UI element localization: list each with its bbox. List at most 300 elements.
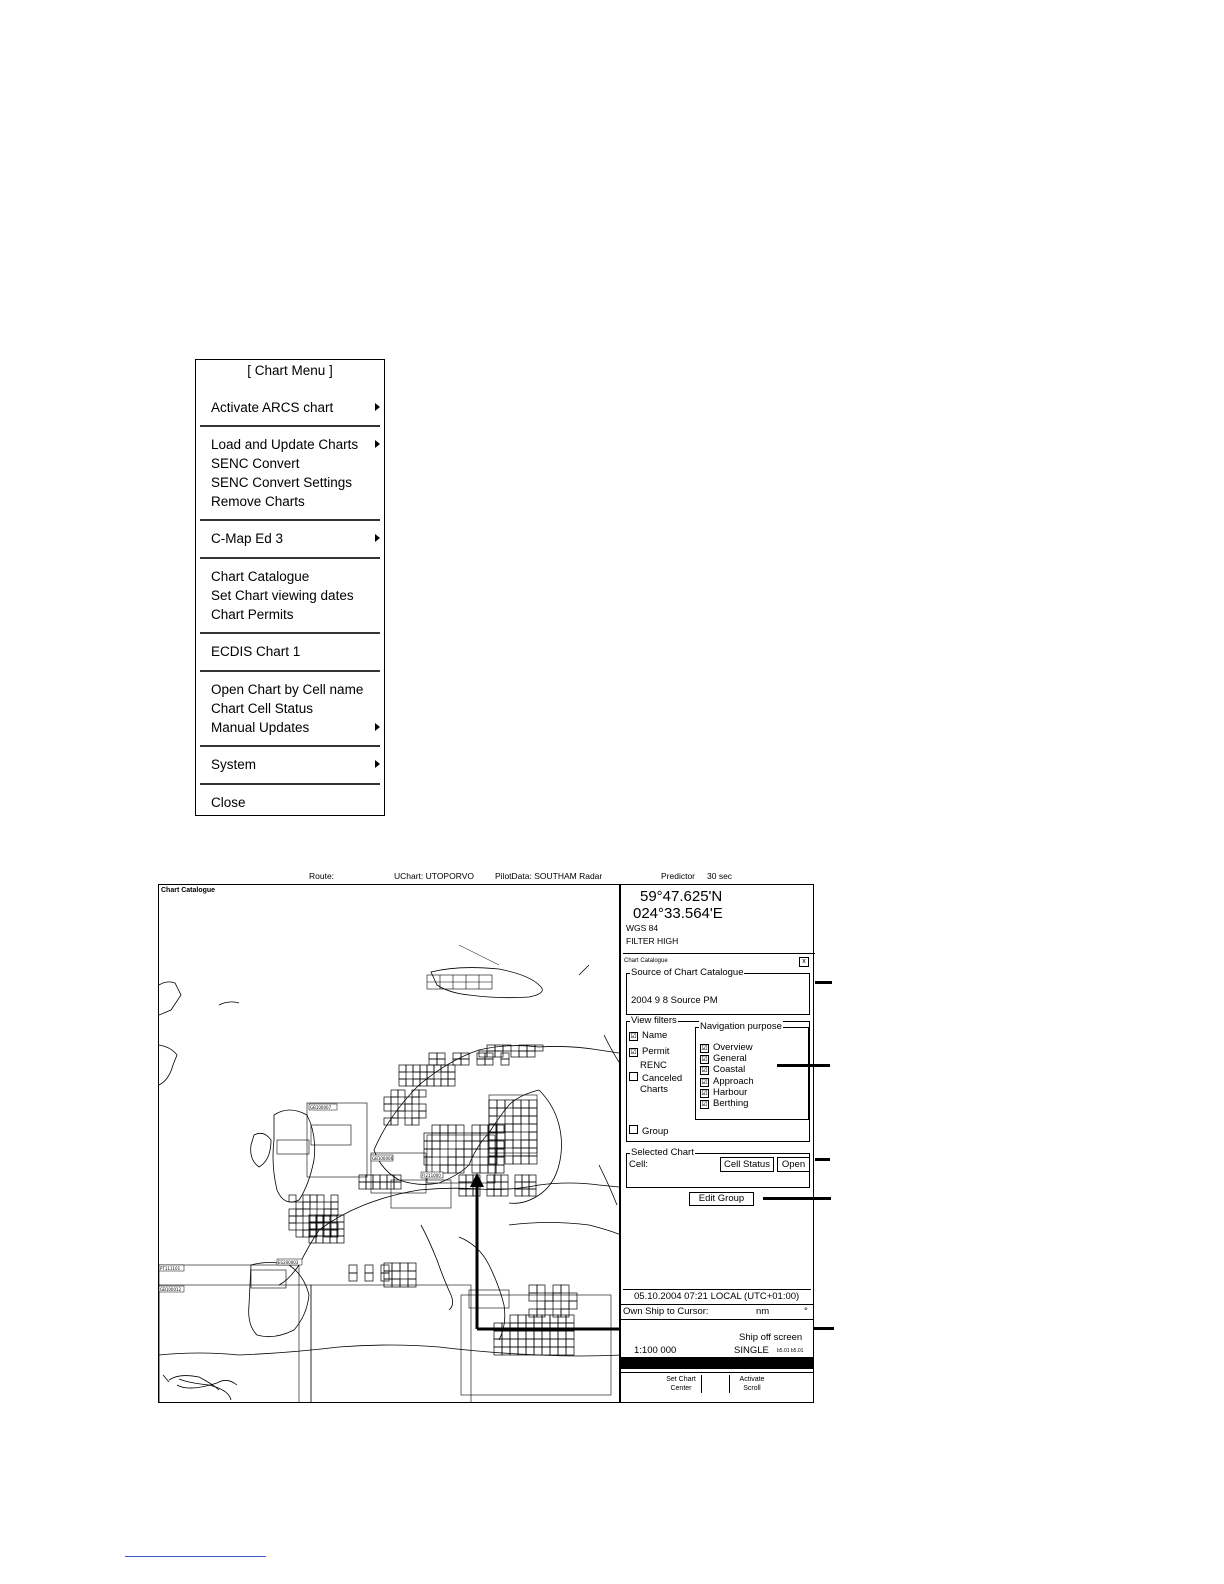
chart-cell xyxy=(303,1202,310,1209)
chart-cell xyxy=(380,1182,387,1189)
chart-cell xyxy=(289,1216,296,1223)
menu-separator xyxy=(200,783,380,785)
chart-cell xyxy=(419,1090,426,1097)
chart-cell xyxy=(527,1051,535,1057)
menu-item-label: Activate ARCS chart xyxy=(211,400,334,415)
chart-cell xyxy=(566,1339,574,1347)
distance-unit: nm xyxy=(756,1306,770,1317)
chart-cell xyxy=(427,1079,434,1086)
position-display xyxy=(623,887,815,954)
menu-item-label: ECDIS Chart 1 xyxy=(211,644,301,659)
chart-cell xyxy=(529,1148,537,1156)
chart-cell xyxy=(384,1279,392,1287)
chart-cell xyxy=(558,1315,566,1323)
menu-item-label: Load and Update Charts xyxy=(211,437,359,452)
chart-cell xyxy=(464,1149,472,1157)
chart-cell xyxy=(513,1108,521,1116)
menu-item-chart-permits[interactable] xyxy=(211,605,380,624)
menu-item-manual-updates[interactable] xyxy=(211,718,380,737)
chart-cell xyxy=(487,1189,494,1196)
chart-cell xyxy=(391,1118,398,1125)
chart-cell xyxy=(487,1175,494,1182)
chart-cell xyxy=(534,1331,542,1339)
datetime: 05.10.2004 07:21 LOCAL (UTC+01:00) xyxy=(634,1291,800,1302)
chart-cell xyxy=(513,1148,521,1156)
callout-line xyxy=(815,1158,830,1161)
checkbox-checked-icon: ☑ xyxy=(701,1090,708,1097)
chart-cell xyxy=(529,1140,537,1148)
chart-cell xyxy=(489,1100,497,1108)
chart-cell xyxy=(456,1149,464,1157)
checkbox-checked-icon: ☑ xyxy=(701,1045,708,1052)
nav-berthing-checkbox[interactable] xyxy=(700,1098,748,1109)
chart-cell xyxy=(569,1301,577,1309)
chart-cell xyxy=(566,1331,574,1339)
menu-item-label: Chart Cell Status xyxy=(211,701,314,716)
chart-cell xyxy=(542,1315,550,1323)
chart-cell xyxy=(392,1279,400,1287)
chart-cell xyxy=(296,1209,303,1216)
chart-cell xyxy=(529,1293,537,1301)
chart-cell xyxy=(561,1301,569,1309)
chart-cell xyxy=(317,1195,324,1202)
chart-cell xyxy=(521,1116,529,1124)
chart-cell xyxy=(494,1331,502,1339)
chart-cell xyxy=(413,1072,420,1079)
bearing-unit: ° xyxy=(804,1306,808,1317)
chart-cell xyxy=(464,1141,472,1149)
chart-cell xyxy=(413,1065,420,1072)
cell-label: Cell: xyxy=(629,1159,649,1170)
chart-cell xyxy=(394,1182,401,1189)
checkbox-label: Permit xyxy=(642,1046,670,1057)
menu-item-activate-arcs-chart[interactable] xyxy=(211,398,380,417)
chart-cell xyxy=(456,1125,464,1133)
chart-cell xyxy=(515,1189,522,1196)
checkbox-label: Coastal xyxy=(713,1064,746,1075)
chart-cell xyxy=(505,1140,513,1148)
chart-cell xyxy=(529,1309,537,1317)
chart-cell xyxy=(349,1273,357,1281)
chart-cell xyxy=(542,1331,550,1339)
edit-group-button[interactable]: Edit Group xyxy=(689,1192,754,1206)
chart-cell xyxy=(408,1271,416,1279)
chart-cell xyxy=(550,1347,558,1355)
chart-cell xyxy=(412,1097,419,1104)
chart-cell xyxy=(424,1133,432,1141)
navigation-purpose-legend: Navigation purpose xyxy=(700,1021,782,1032)
menu-separator xyxy=(200,745,380,747)
chart-cell xyxy=(472,1141,480,1149)
filter-permit-checkbox[interactable] xyxy=(629,1046,669,1057)
chart-cell xyxy=(406,1065,413,1072)
chart-cell xyxy=(550,1331,558,1339)
menu-item-label: SENC Convert Settings xyxy=(211,475,353,490)
chart-cell xyxy=(424,1157,432,1165)
nav-harbour-checkbox[interactable] xyxy=(700,1087,747,1098)
menu-item-label: Chart Permits xyxy=(211,607,294,622)
checkbox-label: Overview xyxy=(713,1042,753,1053)
callout-line xyxy=(777,1064,830,1067)
chart-cell xyxy=(381,1273,389,1281)
chart-cell xyxy=(331,1202,338,1209)
chart-cell xyxy=(518,1339,526,1347)
chart-cell xyxy=(513,1100,521,1108)
chart-cell xyxy=(515,1175,522,1182)
chart-cell xyxy=(405,1104,412,1111)
chart-cell xyxy=(501,1053,509,1059)
chart-cell xyxy=(529,1100,537,1108)
chart-cell xyxy=(289,1209,296,1216)
close-icon[interactable]: x xyxy=(799,957,809,967)
chart-cell xyxy=(441,1079,448,1086)
chart-cell xyxy=(510,1339,518,1347)
chart-cell xyxy=(522,1189,529,1196)
menu-item-open-chart-by-cell-name[interactable] xyxy=(211,680,380,699)
chart-cell xyxy=(537,1301,545,1309)
chart-cell xyxy=(521,1148,529,1156)
chart-cell xyxy=(448,1072,455,1079)
chart-cell xyxy=(513,1140,521,1148)
chart-cell xyxy=(419,1111,426,1118)
menu-item-ecdis-chart-1[interactable] xyxy=(211,642,380,661)
menu-item-system[interactable] xyxy=(211,755,380,774)
predictor-label: Predictor xyxy=(661,871,696,881)
chart-cell xyxy=(480,1165,488,1173)
chart-cell xyxy=(440,1125,448,1133)
chart-cell xyxy=(535,1045,543,1051)
checkbox-label: Name xyxy=(642,1030,668,1041)
map-title: Chart Catalogue xyxy=(161,887,216,894)
display-mode: SINGLE xyxy=(734,1345,769,1356)
softkey-label: Center xyxy=(670,1385,692,1392)
chart-cell xyxy=(529,1108,537,1116)
chart-catalogue-map[interactable] xyxy=(158,884,620,1403)
chart-cell xyxy=(456,1141,464,1149)
chart-cell xyxy=(513,1116,521,1124)
submenu-arrow-icon xyxy=(375,440,380,448)
chart-cell xyxy=(497,1100,505,1108)
menu-item-label: Manual Updates xyxy=(211,720,310,735)
menu-item-label: Remove Charts xyxy=(211,494,305,509)
chart-cell xyxy=(373,1182,380,1189)
divider xyxy=(621,1304,813,1305)
menu-item-label: Open Chart by Cell name xyxy=(211,682,364,697)
chart-cell xyxy=(365,1265,373,1273)
chart-cell xyxy=(501,1189,508,1196)
black-status-bar xyxy=(621,1357,813,1369)
menu-item-close[interactable] xyxy=(211,793,380,812)
chart-cell xyxy=(448,1125,456,1133)
checkbox-label: Berthing xyxy=(713,1098,749,1109)
ship-status: Ship off screen xyxy=(739,1332,803,1343)
chart-menu-title: [ Chart Menu ] xyxy=(247,363,333,378)
uchart-label: UChart: UTOPORVO xyxy=(394,871,474,881)
chart-cell xyxy=(542,1339,550,1347)
chart-cell xyxy=(387,1182,394,1189)
chart-cell xyxy=(521,1156,529,1164)
chart-cell xyxy=(394,1175,401,1182)
checkbox-unchecked-icon xyxy=(629,1125,638,1134)
chart-cell xyxy=(513,1156,521,1164)
chart-cell xyxy=(519,1051,527,1057)
chart-cell xyxy=(534,1339,542,1347)
chart-cell xyxy=(494,1189,501,1196)
chart-cell xyxy=(296,1202,303,1209)
chart-cell xyxy=(489,1108,497,1116)
chart-cell xyxy=(526,1315,534,1323)
chart-cell xyxy=(480,1125,488,1133)
chart-cell xyxy=(289,1195,296,1202)
chart-cell xyxy=(448,1149,456,1157)
cell-label: GB100012 xyxy=(160,1287,182,1292)
menu-item-label: Close xyxy=(211,795,246,810)
chart-cell xyxy=(545,1301,553,1309)
chart-cell xyxy=(419,1104,426,1111)
menu-item-label: System xyxy=(211,757,257,772)
checkbox-checked-icon: ☑ xyxy=(701,1101,708,1108)
nav-overview-checkbox[interactable] xyxy=(700,1042,753,1053)
chart-cell xyxy=(429,1053,437,1059)
menu-separator xyxy=(200,519,380,521)
chart-cell xyxy=(529,1124,537,1132)
scale-value: 1:100 000 xyxy=(634,1345,677,1356)
chart-cell xyxy=(526,1347,534,1355)
callout-line xyxy=(814,1327,834,1330)
chart-cell xyxy=(501,1175,508,1182)
chart-cell xyxy=(494,1339,502,1347)
chart-cell xyxy=(432,1141,440,1149)
chart-cell xyxy=(406,1079,413,1086)
callout-line xyxy=(763,1197,831,1200)
chart-cell xyxy=(529,1156,537,1164)
chart-cell xyxy=(412,1118,419,1125)
chart-cell xyxy=(310,1195,317,1202)
menu-separator xyxy=(200,632,380,634)
bottom-info-panel xyxy=(621,1289,813,1402)
chart-cell xyxy=(303,1195,310,1202)
nav-coastal-checkbox[interactable] xyxy=(700,1064,745,1075)
chart-scale[interactable] xyxy=(634,1345,676,1356)
menu-item-set-chart-viewing-dates[interactable] xyxy=(211,586,380,605)
checkbox-label: Canceled xyxy=(642,1073,683,1084)
chart-cell xyxy=(324,1202,331,1209)
chart-cell xyxy=(459,1175,466,1182)
cell-label: PT111101 xyxy=(160,1266,181,1271)
chart-cell xyxy=(412,1111,419,1118)
filter-name-checkbox[interactable] xyxy=(629,1030,667,1041)
chart-cell xyxy=(440,1133,448,1141)
menu-separator xyxy=(200,670,380,672)
softkey-row xyxy=(621,1373,813,1398)
menu-item-label: Chart Catalogue xyxy=(211,569,310,584)
submenu-arrow-icon xyxy=(375,403,380,411)
menu-item-load-and-update-charts[interactable] xyxy=(211,435,380,454)
chart-cell xyxy=(511,1051,519,1057)
chart-cell xyxy=(485,1053,493,1059)
chart-cell xyxy=(400,1279,408,1287)
chart-cell xyxy=(331,1195,338,1202)
chart-cell xyxy=(365,1273,373,1281)
chart-cell xyxy=(437,1059,445,1065)
chart-cell xyxy=(464,1133,472,1141)
chart-cell xyxy=(408,1279,416,1287)
chart-cell xyxy=(566,1315,574,1323)
chart-cell xyxy=(427,1065,434,1072)
chart-cell xyxy=(553,1293,561,1301)
menu-item-remove-charts[interactable] xyxy=(211,492,380,511)
checkbox-checked-icon: ☑ xyxy=(630,1049,637,1056)
map-canvas[interactable] xyxy=(159,885,620,1403)
set-chart-center-button[interactable] xyxy=(661,1375,702,1393)
checkbox-checked-icon: ☑ xyxy=(630,1033,637,1040)
chart-cell xyxy=(459,1189,466,1196)
chart-cell xyxy=(472,1133,480,1141)
menu-item-senc-convert-settings[interactable] xyxy=(211,473,380,492)
view-filters-legend: View filters xyxy=(631,1015,677,1026)
nav-general-checkbox[interactable] xyxy=(700,1053,747,1064)
chart-cell xyxy=(494,1347,502,1355)
chart-cell xyxy=(381,1265,389,1273)
chart-cell xyxy=(434,1079,441,1086)
source-legend: Source of Chart Catalogue xyxy=(631,967,744,978)
chart-cell xyxy=(526,1339,534,1347)
chart-cell xyxy=(448,1157,456,1165)
chart-cell xyxy=(453,1059,461,1065)
cell-label: ES200003 xyxy=(278,1260,299,1265)
chart-cell xyxy=(296,1230,303,1237)
chart-cell xyxy=(522,1175,529,1182)
menu-item-c-map-ed3[interactable] xyxy=(211,529,380,548)
softkey-label: Activate xyxy=(739,1376,765,1383)
source-value: 2004 9 8 Source PM xyxy=(631,995,718,1006)
menu-item-chart-cell-status[interactable] xyxy=(211,699,380,718)
view-filters-group xyxy=(626,1015,810,1142)
pilotdata-label: PilotData: SOUTHAM Radar xyxy=(495,871,603,881)
filter-renc-canceled-checkbox[interactable] xyxy=(629,1072,682,1084)
submenu-arrow-icon xyxy=(375,723,380,731)
small-codes: b5.01 b5.01 xyxy=(777,1348,804,1354)
chart-cell xyxy=(501,1182,508,1189)
chart-cell xyxy=(505,1124,513,1132)
chart-cell xyxy=(529,1132,537,1140)
chart-cell xyxy=(529,1189,536,1196)
chart-cell xyxy=(461,1059,469,1065)
chart-cell xyxy=(437,1053,445,1059)
predictor-value: 30 sec xyxy=(707,871,733,881)
chart-cell xyxy=(384,1263,392,1271)
chart-cell xyxy=(420,1065,427,1072)
chart-cell xyxy=(440,1157,448,1165)
chart-cell xyxy=(505,1100,513,1108)
chart-cell xyxy=(496,1165,504,1173)
selected-chart-legend: Selected Chart xyxy=(631,1147,694,1158)
checkbox-label: Group xyxy=(642,1126,669,1137)
menu-item-senc-convert[interactable] xyxy=(211,454,380,473)
chart-cell xyxy=(558,1339,566,1347)
chart-cell xyxy=(480,1133,488,1141)
chart-cell xyxy=(448,1133,456,1141)
chart-cell xyxy=(399,1072,406,1079)
chart-cell xyxy=(534,1315,542,1323)
chart-cell xyxy=(513,1124,521,1132)
checkbox-label: General xyxy=(713,1053,747,1064)
longitude: 024°33.564'E xyxy=(633,905,723,922)
chart-cell xyxy=(349,1265,357,1273)
chart-cell xyxy=(398,1111,405,1118)
chart-cell xyxy=(553,1309,561,1317)
menu-item-chart-catalogue[interactable] xyxy=(211,567,380,586)
filter-level: FILTER HIGH xyxy=(626,936,679,946)
chart-cell xyxy=(505,1156,513,1164)
footer-rule xyxy=(125,1556,266,1557)
chart-cell xyxy=(384,1271,392,1279)
chart-cell xyxy=(405,1097,412,1104)
chart-cell xyxy=(502,1339,510,1347)
chart-cell xyxy=(521,1108,529,1116)
chart-cell xyxy=(392,1271,400,1279)
chart-cell xyxy=(440,1141,448,1149)
chart-cell xyxy=(373,1175,380,1182)
chart-cell xyxy=(399,1065,406,1072)
chart-cell xyxy=(380,1175,387,1182)
chart-cell xyxy=(296,1216,303,1223)
checkbox-checked-icon: ☑ xyxy=(701,1079,708,1086)
chart-cell xyxy=(432,1133,440,1141)
chart-cell xyxy=(479,1051,487,1057)
chart-cell xyxy=(521,1132,529,1140)
submenu-arrow-icon xyxy=(375,760,380,768)
chart-cell xyxy=(545,1293,553,1301)
open-button[interactable]: Open xyxy=(777,1157,810,1172)
chart-cell xyxy=(432,1149,440,1157)
filter-group-checkbox[interactable] xyxy=(629,1125,668,1137)
checkbox-checked-icon: ☑ xyxy=(701,1067,708,1074)
activate-scroll-button[interactable] xyxy=(729,1375,774,1393)
right-panel xyxy=(620,884,814,1403)
chart-cell xyxy=(566,1347,574,1355)
chart-cell xyxy=(424,1141,432,1149)
chart-cell xyxy=(359,1182,366,1189)
callout-line xyxy=(815,981,832,984)
source-group xyxy=(626,967,810,1015)
chart-cell xyxy=(310,1202,317,1209)
latitude: 59°47.625'N xyxy=(640,888,723,905)
nav-approach-checkbox[interactable] xyxy=(700,1076,754,1087)
chart-cell xyxy=(502,1331,510,1339)
route-label: Route: xyxy=(309,871,335,881)
chart-cell xyxy=(472,1125,480,1133)
chart-cell xyxy=(392,1263,400,1271)
cell-status-button[interactable]: Cell Status xyxy=(720,1157,774,1172)
chart-catalogue-dialog xyxy=(623,955,811,1290)
chart-cell xyxy=(526,1331,534,1339)
menu-separator xyxy=(200,557,380,559)
chart-cell xyxy=(485,1059,493,1065)
chart-cell xyxy=(429,1059,437,1065)
chart-cell xyxy=(448,1165,456,1173)
cell-label: GB100006 xyxy=(372,1156,394,1161)
cell-label: FI211000 xyxy=(422,1173,441,1178)
chart-cell xyxy=(289,1223,296,1230)
chart-cell xyxy=(521,1100,529,1108)
chart-cell xyxy=(420,1072,427,1079)
chart-cell xyxy=(529,1116,537,1124)
chart-cell xyxy=(529,1175,536,1182)
chart-cell xyxy=(569,1293,577,1301)
navigation-purpose-group xyxy=(695,1021,809,1120)
chart-cell xyxy=(534,1347,542,1355)
